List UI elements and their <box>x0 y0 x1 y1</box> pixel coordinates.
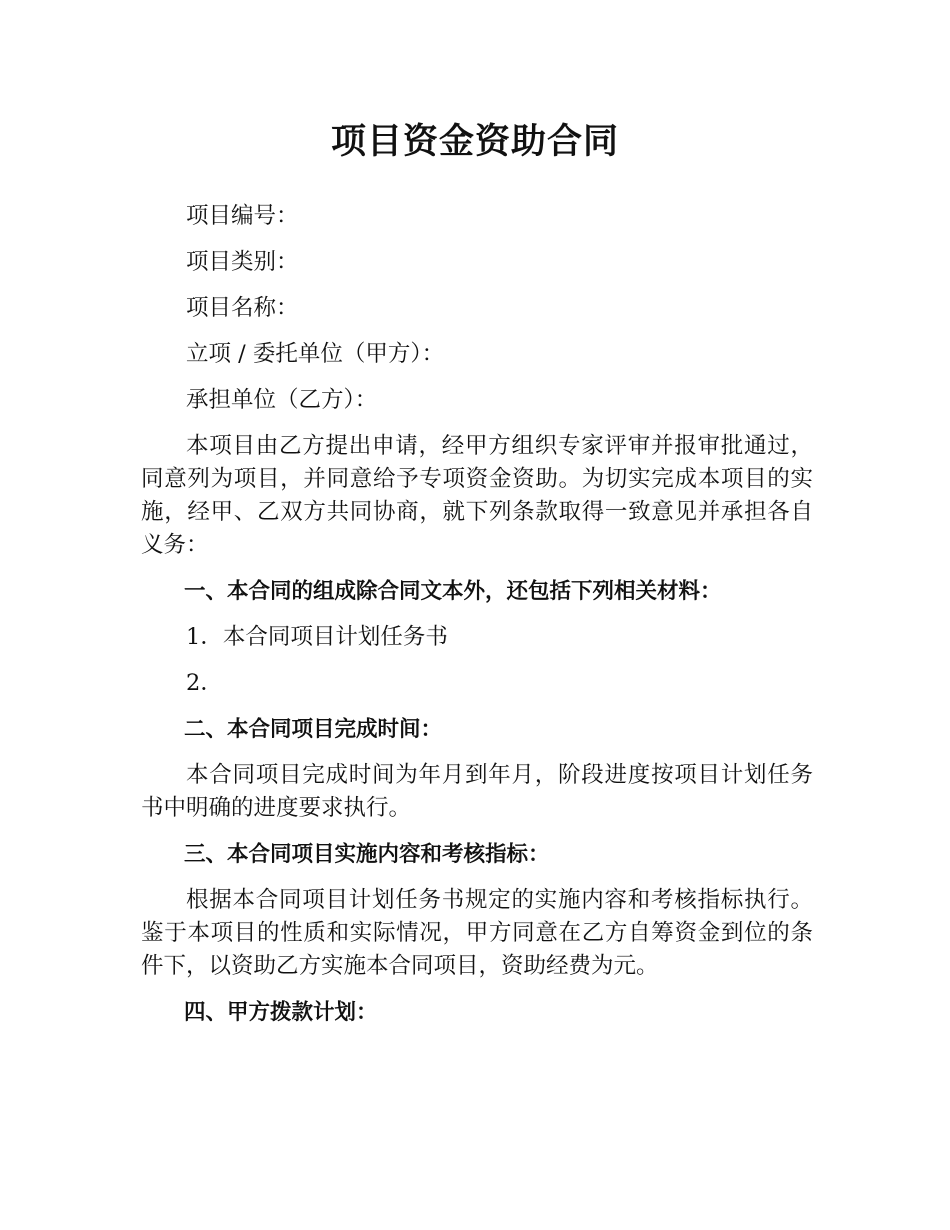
section-3-text: 根据本合同项目计划任务书规定的实施内容和考核指标执行。鉴于本项目的性质和实际情况，甲方同意在乙方自筹资金到位的条件下，以资助乙方实施本合同项目，资助经费为元。 <box>141 887 813 979</box>
field-party-b: 承担单位（乙方）： <box>186 387 378 413</box>
field-party-a: 立项 / 委托单位（甲方）： <box>186 341 445 367</box>
field-project-number: 项目编号： <box>186 203 299 229</box>
document-body <box>141 200 813 1042</box>
section-1-heading: 一、本合同的组成除合同文本外，还包括下列相关材料： <box>184 579 722 604</box>
field-project-name: 项目名称： <box>186 295 299 321</box>
section-1-item-1: 1．本合同项目计划任务书 <box>186 624 448 650</box>
section-4-heading: 四、甲方拨款计划： <box>184 1000 378 1025</box>
field-project-category: 项目类别： <box>186 249 299 275</box>
document-title: 项目资金资助合同 <box>330 122 619 162</box>
section-1-item-2: 2． <box>186 670 223 696</box>
section-3-heading: 三、本合同项目实施内容和考核指标： <box>184 842 550 867</box>
section-2-text: 本合同项目完成时间为年月到年月，阶段进度按项目计划任务书中明确的进度要求执行。 <box>141 762 813 821</box>
section-2-heading: 二、本合同项目完成时间： <box>184 717 443 742</box>
intro-paragraph: 本项目由乙方提出申请，经甲方组织专家评审并报审批通过，同意列为项目，并同意给予专项资金资助。为切实完成本项目的实施，经甲、乙双方共同协商，就下列条款取得一致意见并承担各自义务： <box>141 433 813 558</box>
